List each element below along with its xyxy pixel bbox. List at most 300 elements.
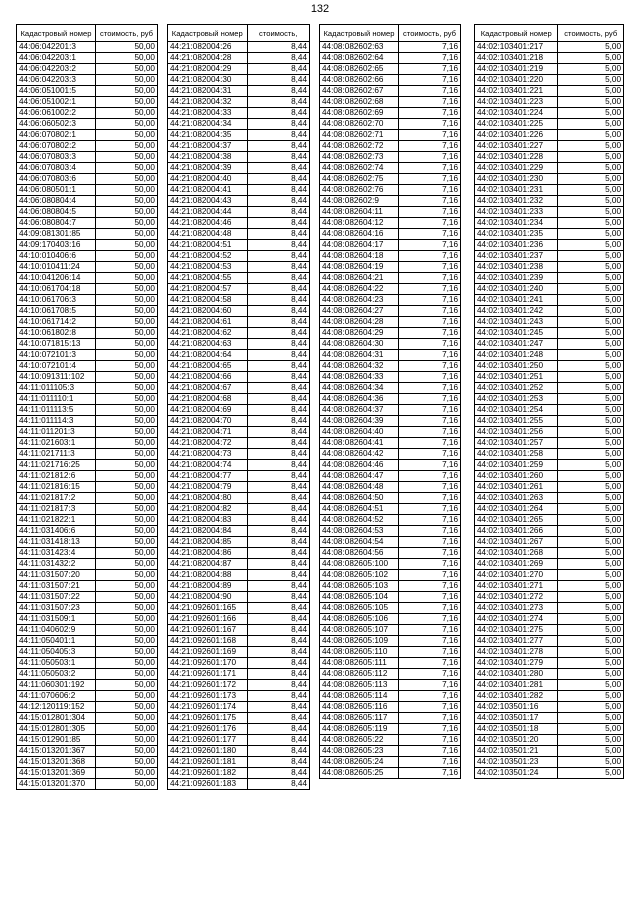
cadastral-number-cell: 44:08:082604:32: [320, 361, 399, 372]
cost-cell: 8,44: [247, 768, 309, 779]
cost-cell: 8,44: [247, 515, 309, 526]
cadastral-number-cell: 44:02:103401:254: [475, 405, 558, 416]
cadastral-number-cell: 44:02:103401:260: [475, 471, 558, 482]
cost-cell: 7,16: [398, 768, 460, 779]
table-row: [17, 251, 158, 262]
cadastral-number-cell: 44:11:011114:3: [17, 416, 96, 427]
cadastral-number-cell: 44:08:082605:23: [320, 746, 399, 757]
table-row: [168, 108, 310, 119]
table-row: [320, 152, 461, 163]
table-row: [168, 86, 310, 97]
cadastral-number-cell: 44:08:082604:47: [320, 471, 399, 482]
cost-cell: 7,16: [398, 130, 460, 141]
table-row: [475, 647, 624, 658]
cost-cell: 7,16: [398, 625, 460, 636]
cost-cell: 50,00: [95, 691, 157, 702]
table-row: [320, 141, 461, 152]
cost-cell: 8,44: [247, 449, 309, 460]
cost-cell: 7,16: [398, 64, 460, 75]
cost-cell: 8,44: [247, 416, 309, 427]
cadastral-number-cell: 44:08:082602:65: [320, 64, 399, 75]
table-row: [475, 218, 624, 229]
table-row: [168, 713, 310, 724]
table-row: [320, 680, 461, 691]
table-row: [475, 64, 624, 75]
table-row: [320, 691, 461, 702]
cadastral-number-cell: 44:08:082604:53: [320, 526, 399, 537]
cost-cell: 8,44: [247, 240, 309, 251]
cadastral-number-cell: 44:11:011201:3: [17, 427, 96, 438]
cost-cell: 7,16: [398, 405, 460, 416]
table-row: [475, 526, 624, 537]
cost-cell: 7,16: [398, 75, 460, 86]
cadastral-number-cell: 44:21:092601:183: [168, 779, 248, 790]
cadastral-number-cell: 44:02:103401:267: [475, 537, 558, 548]
cadastral-number-cell: 44:21:082004:70: [168, 416, 248, 427]
table-row: [475, 130, 624, 141]
table-row: [320, 229, 461, 240]
table-row: [17, 152, 158, 163]
cost-cell: 8,44: [247, 438, 309, 449]
cost-cell: 5,00: [558, 515, 624, 526]
cost-cell: 50,00: [95, 196, 157, 207]
table-row: [168, 130, 310, 141]
cost-cell: 7,16: [398, 163, 460, 174]
cost-cell: 7,16: [398, 207, 460, 218]
table-row: [168, 669, 310, 680]
table-row: [168, 449, 310, 460]
table-row: [168, 42, 310, 53]
cost-cell: 5,00: [558, 339, 624, 350]
cadastral-number-cell: 44:21:082004:83: [168, 515, 248, 526]
cadastral-number-cell: 44:08:082604:48: [320, 482, 399, 493]
table-row: [17, 735, 158, 746]
cadastral-number-cell: 44:21:082004:79: [168, 482, 248, 493]
table-row: [475, 295, 624, 306]
table-row: [17, 460, 158, 471]
cadastral-number-cell: 44:21:082004:82: [168, 504, 248, 515]
cadastral-number-cell: 44:21:082004:55: [168, 273, 248, 284]
cadastral-number-cell: 44:21:082004:63: [168, 339, 248, 350]
cadastral-number-cell: 44:02:103501:24: [475, 768, 558, 779]
table-row: [475, 449, 624, 460]
table-row: [475, 482, 624, 493]
cost-cell: 5,00: [558, 273, 624, 284]
cost-cell: 50,00: [95, 427, 157, 438]
cost-cell: 7,16: [398, 449, 460, 460]
cadastral-number-cell: 44:02:103401:251: [475, 372, 558, 383]
table-row: [168, 174, 310, 185]
cadastral-number-cell: 44:21:082004:69: [168, 405, 248, 416]
cost-cell: 5,00: [558, 537, 624, 548]
cadastral-number-cell: 44:21:092601:176: [168, 724, 248, 735]
cost-cell: 8,44: [247, 64, 309, 75]
cadastral-number-cell: 44:08:082604:27: [320, 306, 399, 317]
table-row: [168, 152, 310, 163]
cost-cell: 5,00: [558, 570, 624, 581]
cadastral-number-cell: 44:15:012901:85: [17, 735, 96, 746]
cost-cell: 5,00: [558, 295, 624, 306]
table-row: [17, 493, 158, 504]
cadastral-number-cell: 44:21:082004:73: [168, 449, 248, 460]
cost-cell: 5,00: [558, 713, 624, 724]
table-row: [320, 537, 461, 548]
table-row: [17, 218, 158, 229]
cadastral-number-cell: 44:11:040602:9: [17, 625, 96, 636]
cost-cell: 5,00: [558, 196, 624, 207]
table-row: [320, 130, 461, 141]
cost-cell: 8,44: [247, 482, 309, 493]
cost-cell: 7,16: [398, 493, 460, 504]
cadastral-number-cell: 44:02:103401:265: [475, 515, 558, 526]
cost-cell: 5,00: [558, 757, 624, 768]
table-row: [320, 592, 461, 603]
cadastral-number-cell: 44:11:021816:15: [17, 482, 96, 493]
table-row: [17, 394, 158, 405]
table-row: [168, 691, 310, 702]
cadastral-number-cell: 44:06:051001:5: [17, 86, 96, 97]
table-row: [17, 515, 158, 526]
table-row: [475, 350, 624, 361]
table-row: [17, 405, 158, 416]
table-row: [475, 614, 624, 625]
cost-cell: 5,00: [558, 152, 624, 163]
cadastral-number-cell: 44:21:082004:41: [168, 185, 248, 196]
cost-cell: 5,00: [558, 768, 624, 779]
cadastral-number-cell: 44:02:103401:230: [475, 174, 558, 185]
cost-cell: 5,00: [558, 141, 624, 152]
cost-cell: 7,16: [398, 515, 460, 526]
table-row: [17, 603, 158, 614]
cost-cell: 5,00: [558, 482, 624, 493]
cadastral-number-cell: 44:11:050503:2: [17, 669, 96, 680]
cadastral-number-cell: 44:21:082004:37: [168, 141, 248, 152]
cost-cell: 5,00: [558, 185, 624, 196]
table-row: [475, 339, 624, 350]
table-row: [17, 614, 158, 625]
cost-cell: 7,16: [398, 306, 460, 317]
cadastral-table-1: [16, 24, 158, 790]
cadastral-number-cell: 44:02:103401:253: [475, 394, 558, 405]
table-row: [320, 75, 461, 86]
table-row: [168, 119, 310, 130]
cadastral-number-cell: 44:08:082602:63: [320, 42, 399, 53]
cost-cell: 5,00: [558, 647, 624, 658]
cost-cell: 8,44: [247, 86, 309, 97]
cadastral-number-cell: 44:21:082004:65: [168, 361, 248, 372]
cost-cell: 8,44: [247, 108, 309, 119]
cost-cell: 7,16: [398, 526, 460, 537]
table-row: [320, 427, 461, 438]
cadastral-number-cell: 44:08:082605:109: [320, 636, 399, 647]
cadastral-number-cell: 44:08:082605:116: [320, 702, 399, 713]
cost-cell: 8,44: [247, 306, 309, 317]
cadastral-number-cell: 44:15:012801:305: [17, 724, 96, 735]
table-header-row: [168, 25, 310, 42]
table-row: [475, 405, 624, 416]
table-row: [475, 669, 624, 680]
table-row: [17, 625, 158, 636]
cost-cell: 50,00: [95, 306, 157, 317]
cost-cell: 7,16: [398, 559, 460, 570]
cadastral-number-cell: 44:08:082605:107: [320, 625, 399, 636]
cadastral-number-cell: 44:11:021822:1: [17, 515, 96, 526]
cadastral-number-cell: 44:02:103401:220: [475, 75, 558, 86]
table-row: [168, 273, 310, 284]
cost-cell: 5,00: [558, 229, 624, 240]
cadastral-number-cell: 44:21:082004:61: [168, 317, 248, 328]
cadastral-number-cell: 44:02:103501:18: [475, 724, 558, 735]
cost-cell: 7,16: [398, 240, 460, 251]
table-row: [475, 592, 624, 603]
table-row: [168, 328, 310, 339]
cost-cell: 5,00: [558, 504, 624, 515]
table-row: [168, 526, 310, 537]
cadastral-number-cell: 44:02:103401:242: [475, 306, 558, 317]
cost-cell: 5,00: [558, 405, 624, 416]
cadastral-number-cell: 44:11:021812:6: [17, 471, 96, 482]
cadastral-number-cell: 44:10:072101:3: [17, 350, 96, 361]
cadastral-number-cell: 44:21:092601:165: [168, 603, 248, 614]
table-row: [475, 460, 624, 471]
cadastral-number-cell: 44:06:042203:3: [17, 75, 96, 86]
cadastral-number-cell: 44:10:061714:2: [17, 317, 96, 328]
cost-cell: 50,00: [95, 53, 157, 64]
table-row: [168, 361, 310, 372]
cost-cell: 50,00: [95, 603, 157, 614]
table-row: [17, 526, 158, 537]
cost-cell: 7,16: [398, 251, 460, 262]
cadastral-number-cell: 44:08:082604:23: [320, 295, 399, 306]
table-row: [17, 130, 158, 141]
cadastral-number-cell: 44:02:103401:277: [475, 636, 558, 647]
cost-cell: 7,16: [398, 746, 460, 757]
table-row: [17, 482, 158, 493]
table-row: [168, 372, 310, 383]
cadastral-number-cell: 44:21:082004:35: [168, 130, 248, 141]
table-row: [320, 361, 461, 372]
table-row: [17, 306, 158, 317]
table-row: [17, 350, 158, 361]
cadastral-number-cell: 44:02:103401:264: [475, 504, 558, 515]
cost-cell: 50,00: [95, 625, 157, 636]
cadastral-number-cell: 44:02:103401:257: [475, 438, 558, 449]
table-row: [17, 724, 158, 735]
cadastral-number-cell: 44:11:021716:25: [17, 460, 96, 471]
cost-cell: 50,00: [95, 713, 157, 724]
table-row: [475, 559, 624, 570]
cost-cell: 7,16: [398, 581, 460, 592]
cost-cell: 8,44: [247, 361, 309, 372]
cadastral-number-cell: 44:08:082604:41: [320, 438, 399, 449]
cost-cell: 50,00: [95, 130, 157, 141]
table-row: [168, 163, 310, 174]
cadastral-number-cell: 44:08:082602:9: [320, 196, 399, 207]
cadastral-number-cell: 44:06:060502:3: [17, 119, 96, 130]
table-row: [320, 240, 461, 251]
cost-cell: 50,00: [95, 658, 157, 669]
table-row: [475, 713, 624, 724]
table-row: [17, 647, 158, 658]
table-row: [17, 669, 158, 680]
cadastral-number-cell: 44:08:082605:110: [320, 647, 399, 658]
cadastral-number-cell: 44:08:082602:64: [320, 53, 399, 64]
cost-cell: 50,00: [95, 152, 157, 163]
cadastral-number-cell: 44:21:082004:58: [168, 295, 248, 306]
cost-cell: 7,16: [398, 394, 460, 405]
cadastral-number-cell: 44:08:082604:52: [320, 515, 399, 526]
table-row: [320, 438, 461, 449]
table-row: [17, 295, 158, 306]
cadastral-number-cell: 44:11:031507:23: [17, 603, 96, 614]
table-row: [168, 339, 310, 350]
table-row: [168, 141, 310, 152]
cadastral-number-cell: 44:11:031509:1: [17, 614, 96, 625]
table-row: [320, 416, 461, 427]
cadastral-number-cell: 44:21:092601:180: [168, 746, 248, 757]
cadastral-number-cell: 44:08:082604:11: [320, 207, 399, 218]
cost-cell: 8,44: [247, 779, 309, 790]
cadastral-number-cell: 44:02:103401:231: [475, 185, 558, 196]
cadastral-number-cell: 44:08:082604:21: [320, 273, 399, 284]
cadastral-number-cell: 44:08:082604:34: [320, 383, 399, 394]
table-row: [168, 537, 310, 548]
cost-cell: 8,44: [247, 548, 309, 559]
table-row: [475, 427, 624, 438]
cadastral-number-cell: 44:08:082602:72: [320, 141, 399, 152]
cost-cell: 8,44: [247, 229, 309, 240]
cadastral-number-cell: 44:11:011110:1: [17, 394, 96, 405]
table-row: [320, 218, 461, 229]
table-row: [475, 196, 624, 207]
cost-cell: 7,16: [398, 284, 460, 295]
table-row: [168, 746, 310, 757]
table-row: [320, 768, 461, 779]
cadastral-number-cell: 44:21:092601:171: [168, 669, 248, 680]
table-row: [320, 53, 461, 64]
cadastral-number-cell: 44:02:103501:20: [475, 735, 558, 746]
cost-cell: 8,44: [247, 75, 309, 86]
cadastral-number-cell: 44:11:031423:4: [17, 548, 96, 559]
cost-cell: 50,00: [95, 702, 157, 713]
cost-cell: 8,44: [247, 537, 309, 548]
table-row: [320, 493, 461, 504]
cost-cell: 8,44: [247, 185, 309, 196]
table-row: [168, 559, 310, 570]
cadastral-number-cell: 44:10:061706:3: [17, 295, 96, 306]
cost-cell: 8,44: [247, 405, 309, 416]
cost-cell: 5,00: [558, 207, 624, 218]
cost-cell: 7,16: [398, 460, 460, 471]
cost-cell: 50,00: [95, 405, 157, 416]
cadastral-number-cell: 44:11:050405:3: [17, 647, 96, 658]
cadastral-number-cell: 44:08:082605:103: [320, 581, 399, 592]
table-row: [320, 306, 461, 317]
cost-cell: 50,00: [95, 372, 157, 383]
cost-cell: 5,00: [558, 42, 624, 53]
cadastral-number-cell: 44:02:103501:17: [475, 713, 558, 724]
cost-cell: 8,44: [247, 317, 309, 328]
header-cost: стоимость,: [247, 25, 309, 42]
cadastral-number-cell: 44:11:021817:2: [17, 493, 96, 504]
cost-cell: 50,00: [95, 537, 157, 548]
cost-cell: 8,44: [247, 427, 309, 438]
cost-cell: 7,16: [398, 757, 460, 768]
cost-cell: 8,44: [247, 383, 309, 394]
cost-cell: 8,44: [247, 207, 309, 218]
cadastral-number-cell: 44:06:042201:3: [17, 42, 96, 53]
cadastral-number-cell: 44:21:082004:74: [168, 460, 248, 471]
cost-cell: 50,00: [95, 295, 157, 306]
table-row: [320, 515, 461, 526]
table-row: [320, 614, 461, 625]
cost-cell: 50,00: [95, 383, 157, 394]
table-row: [320, 581, 461, 592]
cost-cell: 8,44: [247, 691, 309, 702]
cadastral-number-cell: 44:02:103401:237: [475, 251, 558, 262]
cadastral-number-cell: 44:08:082605:112: [320, 669, 399, 680]
table-row: [320, 295, 461, 306]
cadastral-number-cell: 44:10:010411:24: [17, 262, 96, 273]
table-row: [475, 141, 624, 152]
table-row: [475, 42, 624, 53]
cadastral-number-cell: 44:08:082604:22: [320, 284, 399, 295]
cadastral-number-cell: 44:21:082004:53: [168, 262, 248, 273]
table-row: [168, 185, 310, 196]
cadastral-number-cell: 44:21:082004:71: [168, 427, 248, 438]
cadastral-number-cell: 44:21:082004:67: [168, 383, 248, 394]
cadastral-number-cell: 44:21:092601:169: [168, 647, 248, 658]
cadastral-number-cell: 44:21:082004:51: [168, 240, 248, 251]
cadastral-number-cell: 44:08:082605:111: [320, 658, 399, 669]
cost-cell: 50,00: [95, 416, 157, 427]
cadastral-number-cell: 44:02:103401:224: [475, 108, 558, 119]
table-row: [17, 361, 158, 372]
table-row: [168, 295, 310, 306]
table-row: [475, 372, 624, 383]
cost-cell: 50,00: [95, 163, 157, 174]
cost-cell: 5,00: [558, 581, 624, 592]
cadastral-number-cell: 44:06:042203:2: [17, 64, 96, 75]
cost-cell: 7,16: [398, 108, 460, 119]
cost-cell: 5,00: [558, 438, 624, 449]
cadastral-number-cell: 44:08:082604:40: [320, 427, 399, 438]
cadastral-number-cell: 44:08:082602:74: [320, 163, 399, 174]
cadastral-number-cell: 44:11:021603:1: [17, 438, 96, 449]
table-row: [475, 53, 624, 64]
cadastral-number-cell: 44:15:013201:368: [17, 757, 96, 768]
table-row: [168, 548, 310, 559]
cost-cell: 50,00: [95, 504, 157, 515]
cadastral-number-cell: 44:08:082604:12: [320, 218, 399, 229]
cadastral-number-cell: 44:11:031418:13: [17, 537, 96, 548]
cadastral-number-cell: 44:21:082004:90: [168, 592, 248, 603]
table-row: [320, 482, 461, 493]
table-row: [17, 636, 158, 647]
table-row: [17, 438, 158, 449]
table-row: [320, 383, 461, 394]
cost-cell: 8,44: [247, 669, 309, 680]
table-row: [320, 42, 461, 53]
cost-cell: 50,00: [95, 108, 157, 119]
table-row: [168, 196, 310, 207]
cadastral-number-cell: 44:06:070803:3: [17, 152, 96, 163]
table-row: [475, 471, 624, 482]
cost-cell: 7,16: [398, 438, 460, 449]
cost-cell: 7,16: [398, 680, 460, 691]
table-row: [475, 328, 624, 339]
cost-cell: 7,16: [398, 603, 460, 614]
